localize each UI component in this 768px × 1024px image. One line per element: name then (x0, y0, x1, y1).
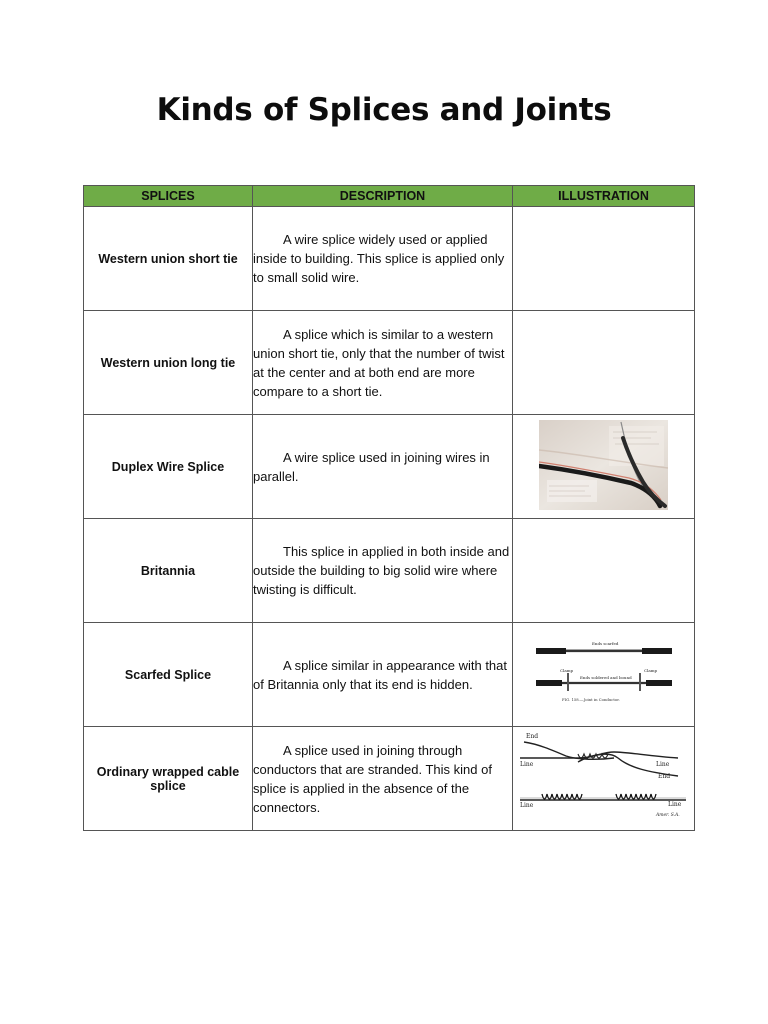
splice-name: Britannia (84, 519, 253, 623)
illustration-cell (513, 415, 695, 519)
header-description: DESCRIPTION (253, 186, 513, 207)
splice-name: Duplex Wire Splice (84, 415, 253, 519)
illustration-cell (513, 623, 695, 727)
table-row (84, 623, 695, 727)
diagram-label-line-3: Line (519, 802, 533, 809)
wrapped-splice-diagram (518, 728, 690, 824)
splice-description (253, 311, 513, 415)
splice-name: Scarfed Splice (84, 623, 253, 727)
illustration-cell (513, 311, 695, 415)
diagram-label-clamp-left: Clamp (559, 668, 573, 673)
splice-description (253, 727, 513, 831)
description-text: A wire splice used in joining wires in parallel. (253, 449, 490, 484)
splice-name: Western union short tie (84, 207, 253, 311)
diagram-label-line-2: Line (655, 761, 669, 768)
diagram-caption: FIG. 158.—Joint in Conductor. (561, 697, 620, 702)
diagram-label-soldered: Ends soldered and bound (579, 675, 632, 680)
diagram-label-line-4: Line (667, 801, 681, 808)
illustration-cell (513, 207, 695, 311)
splice-description (253, 415, 513, 519)
scarfed-joint-diagram (534, 639, 674, 705)
description-text: This splice in applied in both inside and outside the building to big solid wire where twisting is difficult. (253, 544, 510, 597)
description-text: A wire splice widely used or applied inside to building. This splice is applied only to small solid wire. (253, 232, 505, 285)
page-title: Kinds of Splices and Joints (156, 92, 612, 128)
diagram-label-ends-scarfed: Ends scarfed (591, 641, 618, 646)
table-row (84, 207, 695, 311)
table-header-row (84, 186, 695, 207)
diagram-signature: Amer. S.A. (655, 813, 680, 818)
splice-description (253, 519, 513, 623)
description-text: A splice similar in appearance with that of Britannia only that its end is hidden. (253, 657, 508, 692)
header-illustration: ILLUSTRATION (513, 186, 695, 207)
table-row (84, 415, 695, 519)
illustration-cell (513, 727, 695, 831)
table-row (84, 727, 695, 831)
splices-table (83, 185, 695, 831)
splice-description (253, 207, 513, 311)
illustration-cell (513, 519, 695, 623)
splice-name: Western union long tie (84, 311, 253, 415)
splice-name: Ordinary wrapped cable splice (84, 727, 253, 831)
description-text: A splice used in joining through conductors that are stranded. This kind of splice is applied in the absence of the connectors. (253, 742, 492, 815)
diagram-label-end-1: End (525, 733, 538, 740)
description-text: A splice which is similar to a western union short tie, only that the number of twist at the center and at both end are more compare to a short tie. (253, 326, 505, 399)
table-row (84, 519, 695, 623)
splice-description (253, 623, 513, 727)
table-row (84, 311, 695, 415)
header-splices: SPLICES (84, 186, 253, 207)
diagram-label-clamp-right: Clamp (643, 668, 657, 673)
diagram-label-end-2: End (657, 773, 670, 780)
duplex-wire-photo (539, 420, 668, 510)
diagram-label-line-1: Line (519, 761, 533, 768)
